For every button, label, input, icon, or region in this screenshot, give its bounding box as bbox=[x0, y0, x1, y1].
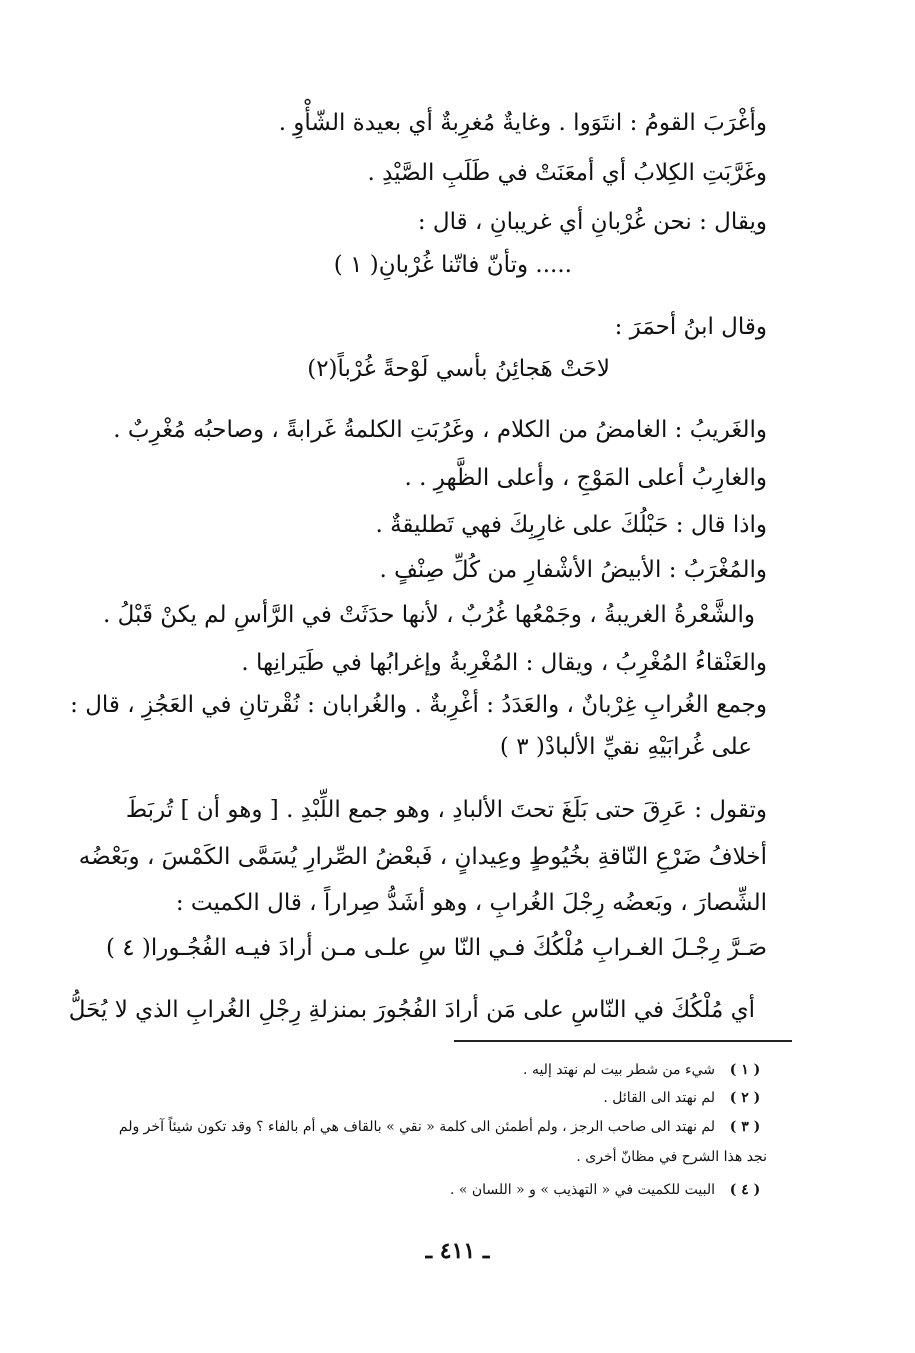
text-line-2: وغَرَّبَتِ الكِلابُ أي أمعَنَتْ في طَلَبِ الصَّيْدِ . bbox=[367, 160, 767, 186]
footnote-3 bbox=[119, 1117, 767, 1137]
footnote-number: ( ٤ ) bbox=[729, 1182, 761, 1198]
footnote-4 bbox=[450, 1180, 767, 1200]
footnote-text: شيء من شطر بيت لم نهتد إليه . bbox=[523, 1062, 715, 1078]
footnote-text: نجد هذا الشرح في مظانّ أخرى . bbox=[576, 1149, 767, 1165]
text-line-1: وأغْرَبَ القومُ : انتَوَوا . وغايةٌ مُغرِبةٌ أي بعيدة الشّأْوِ . bbox=[278, 110, 767, 136]
text-line-6: والغارِبُ أعلى المَوْجِ ، وأعلى الظَّهرِ . . bbox=[404, 465, 767, 491]
text-line-10: والعَنْقاءُ المُغْرِبُ ، ويقال : المُغْرِبةُ وإغرابُها في طَيَرانِها . bbox=[241, 650, 767, 676]
text-line-7: واذا قال : حَبْلُكَ على غارِبِكَ فهي تَطليقةٌ . bbox=[375, 512, 767, 538]
text-line-8: والمُغْرَبُ : الأبيضُ الأشْفارِ من كُلِّ صِنْفٍ . bbox=[379, 557, 767, 583]
text-line-5: والغَريبُ : الغامضُ من الكلام ، وغَرُبَتِ الكلمةُ غَرابةً ، وصاحبُه مُغْرِبٌ . bbox=[113, 417, 767, 443]
footnote-1 bbox=[523, 1060, 767, 1080]
footnote-separator bbox=[454, 1040, 792, 1042]
text-line-15: أي مُلْكُكَ في النّاسِ على مَن أرادَ الفُجُورَ بمنزلةِ رِجْلِ الغُرابِ الذي لا يُحَلُّ bbox=[68, 997, 755, 1023]
text-line-11: وجمع الغُرابِ غِرْبانٌ ، والعَدَدُ : أغْرِبةٌ . والغُرابان : نُقْرتانِ في العَجُزِ ، قال : bbox=[70, 692, 767, 718]
text-line-4: وقال ابنُ أحمَرَ : bbox=[614, 314, 767, 340]
verse-line-2: لاحَتْ هَجائِنُ بأسي لَوْحةً غُرْباً(٢) bbox=[307, 356, 610, 382]
footnote-text: البيت للكميت في « التهذيب » و « اللسان » . bbox=[449, 1182, 715, 1198]
text-line-13: أخلافُ ضَرْعِ النّاقةِ بخُيُوطٍ وعِيدانٍ ، فَبعْضُ الصِّرارِ يُسَمَّى الكَمْسَ ، وبَعْضُه bbox=[78, 844, 767, 870]
footnote-number: ( ٣ ) bbox=[729, 1119, 761, 1135]
text-line-14: الشِّصارَ ، وبَعضُه رِجْلَ الغُرابِ ، وهو أشَدُّ صِراراً ، قال الكميت : bbox=[175, 890, 767, 916]
text-line-9: والشَّعْرةُ الغريبةُ ، وجَمْعُها غُرُبٌ ، لأنها حدَثَتْ في الرَّأسِ لم يكنْ قَبْلُ . bbox=[102, 602, 755, 628]
verse-line-1: ..... وتأنّ فاتّنا غُرْبانِ( ١ ) bbox=[333, 252, 572, 278]
footnote-3-continued bbox=[576, 1147, 767, 1167]
page-number: ـ ٤١١ ـ bbox=[425, 1238, 490, 1264]
footnote-number: ( ١ ) bbox=[729, 1062, 761, 1078]
footnote-text: لم نهتد الى القائل . bbox=[603, 1090, 715, 1106]
footnote-number: ( ٢ ) bbox=[729, 1090, 761, 1106]
footnote-text: لم نهتد الى صاحب الرجز ، ولم أطمئن الى كلمة « نقي » بالقاف هي أم بالفاء ؟ وقد تكون شيئاً آخر ولم bbox=[118, 1119, 715, 1135]
footnote-2 bbox=[603, 1088, 767, 1108]
text-line-12: وتقول : عَرِقَ حتى بَلَغَ تحتَ الألبادِ ، وهو جمع اللِّبْدِ . [ وهو أن ] تُربَطَ bbox=[125, 797, 767, 823]
verse-line-4: صَـرَّ رِجْـلَ الغـرابِ مُلْكُكَ فـي النّا سِ علـى مـن أرادَ فيـه الفُجُـورا( ٤ ) bbox=[105, 935, 767, 961]
text-line-3: ويقال : نحن غُرْبانِ أي غريبانِ ، قال : bbox=[417, 209, 767, 235]
verse-line-3: على غُرابَيْهِ نقيِّ الألبادْ( ٣ ) bbox=[499, 734, 752, 760]
